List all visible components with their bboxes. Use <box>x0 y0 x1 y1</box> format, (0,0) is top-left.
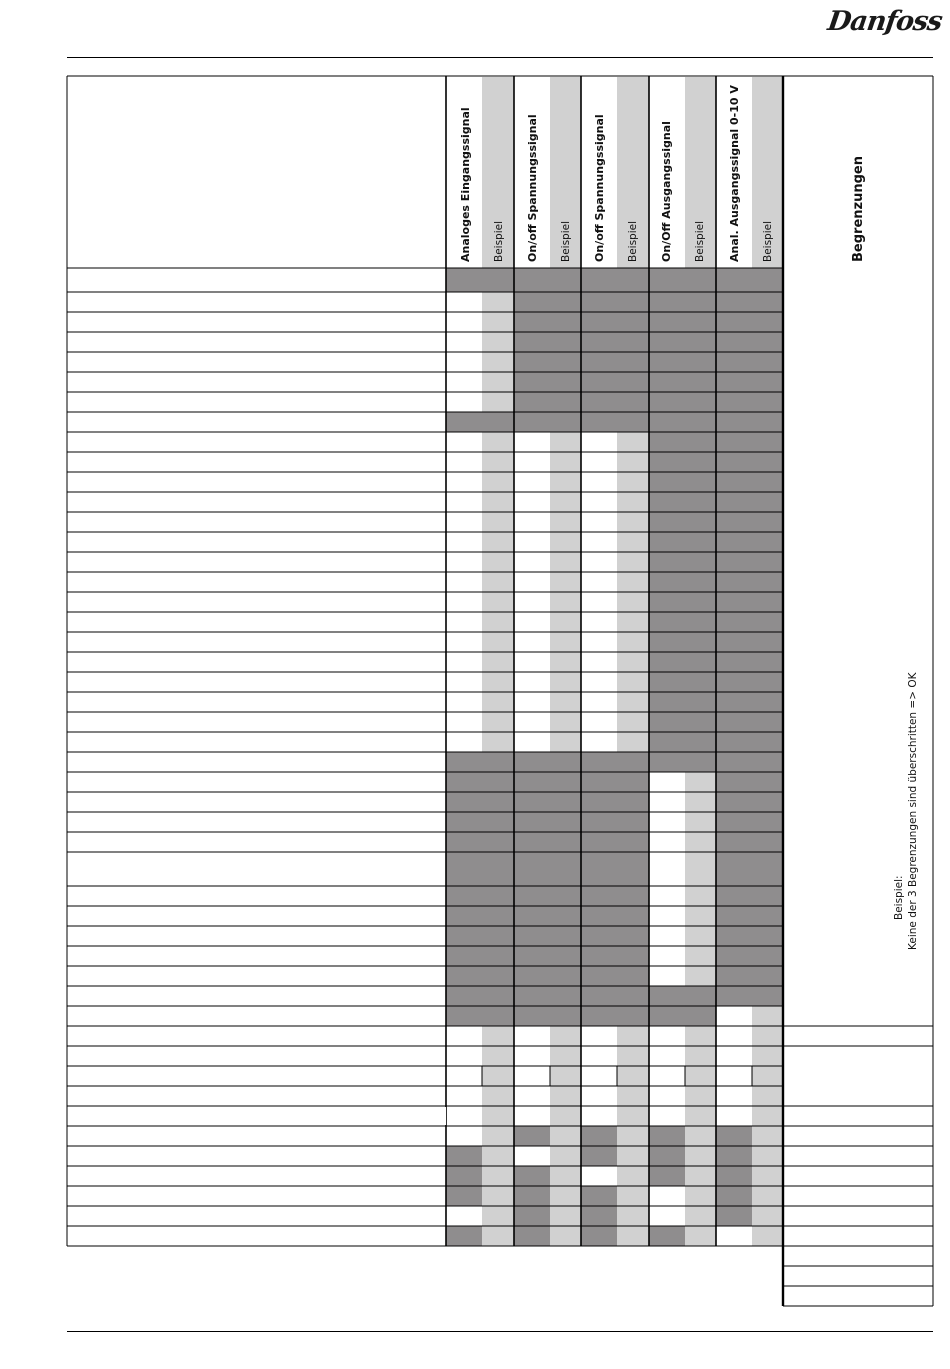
not-applicable-block <box>581 268 649 432</box>
bottom-bar <box>446 1146 482 1206</box>
logo-wordmark: Danfoss <box>825 6 944 37</box>
column-sub-beispiel: Beispiel <box>627 220 639 262</box>
column-sub-beispiel: Beispiel <box>762 220 774 262</box>
column-title-analog-output: Anal. Ausgangssignal 0-10 V <box>728 85 741 262</box>
not-applicable-block <box>649 268 716 772</box>
column-sub-beispiel: Beispiel <box>560 220 572 262</box>
not-applicable-block <box>446 752 514 1026</box>
bottom-bar <box>649 1226 685 1246</box>
bottom-bar <box>649 1126 685 1186</box>
not-applicable-block <box>514 268 581 432</box>
footer-rule <box>67 1331 933 1332</box>
not-applicable-block <box>581 752 649 1026</box>
limits-title: Begrenzungen <box>851 156 866 262</box>
column-title-onoff-voltage-2: On/off Spannungssignal <box>593 114 606 262</box>
column-title-onoff-output: On/Off Ausgangssignal <box>660 121 673 262</box>
bottom-bar <box>581 1186 617 1246</box>
not-applicable-block <box>716 268 783 1006</box>
not-applicable-block <box>446 268 514 292</box>
column-title-onoff-voltage-1: On/off Spannungssignal <box>526 114 539 262</box>
section-gap <box>68 1107 446 1125</box>
bottom-bar <box>716 1126 752 1226</box>
not-applicable-block <box>514 752 581 1026</box>
column-sub-beispiel: Beispiel <box>694 220 706 262</box>
column-sub-beispiel: Beispiel <box>493 220 505 262</box>
bottom-bar <box>514 1126 550 1146</box>
not-applicable-block <box>446 412 514 432</box>
limits-note-label: Beispiel: <box>893 875 905 920</box>
bottom-bar <box>446 1226 482 1246</box>
limits-note-text: Keine der 3 Begrenzungen sind überschritten => OK <box>907 672 919 950</box>
column-title-analog-input: Analoges Eingangssignal <box>459 107 472 262</box>
